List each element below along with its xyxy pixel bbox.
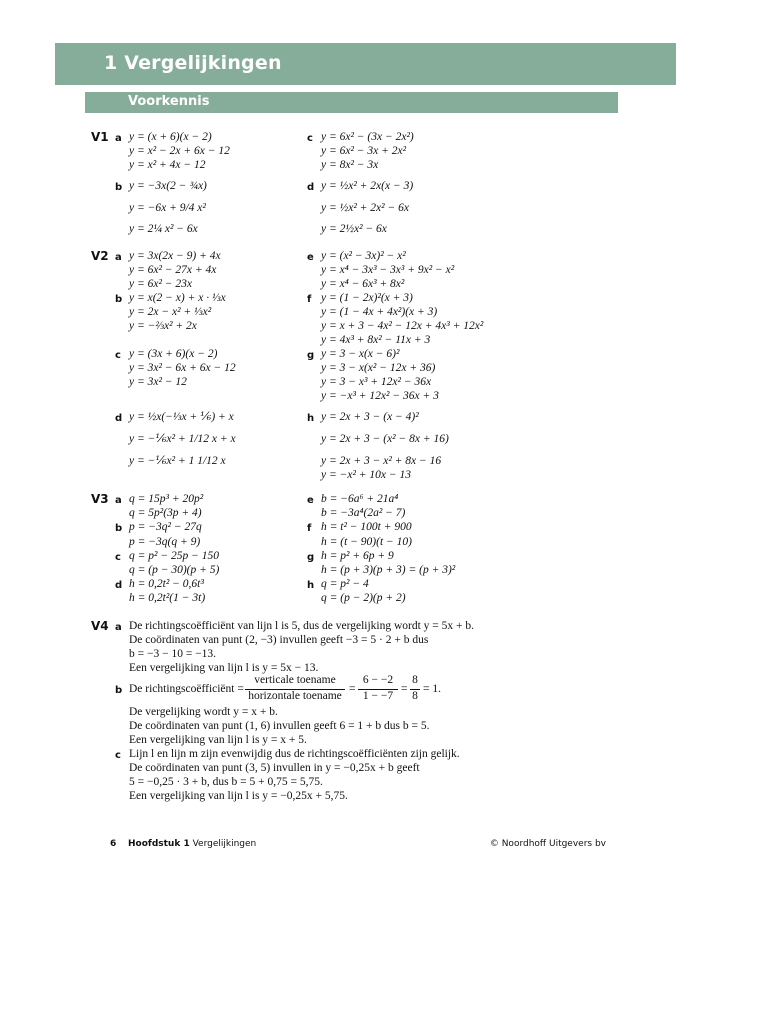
- math-line: q = (p − 2)(p + 2): [321, 592, 406, 604]
- part-letter-e: e: [307, 495, 314, 506]
- math-line: y = (3x + 6)(x − 2): [129, 348, 218, 360]
- math-line: h = (t − 90)(t − 10): [321, 536, 412, 548]
- math-line: y = 6x² − 3x + 2x²: [321, 145, 407, 157]
- math-line: y = −⅔x² + 2x: [129, 320, 197, 332]
- part-letter-h: h: [307, 413, 315, 424]
- fraction-numerator: 6 − −2: [362, 674, 394, 686]
- math-line: y = x² − 2x + 6x − 12: [129, 145, 230, 157]
- part-letter-c: c: [307, 133, 313, 144]
- part-letter-h: h: [307, 580, 315, 591]
- math-line: q = 5p²(3p + 4): [129, 507, 202, 519]
- math-line: y = 6x² − (3x − 2x²): [321, 131, 414, 143]
- part-letter-d: d: [307, 182, 315, 193]
- math-line: y = x(2 − x) + x · ⅓x: [129, 292, 226, 304]
- part-letter-c: c: [115, 750, 121, 761]
- text-line: De vergelijking wordt y = x + b.: [129, 706, 278, 718]
- math-line: y = 6x² − 23x: [129, 278, 193, 290]
- math-line: y = −x³ + 12x² − 36x + 3: [321, 390, 439, 402]
- math-line: y = −⅙x² + 1 1/12 x: [129, 455, 226, 467]
- math-line: y = (x² − 3x)² − x²: [321, 250, 406, 262]
- fraction-denominator: horizontale toename: [248, 690, 342, 702]
- part-letter-c: c: [115, 552, 121, 563]
- math-line: y = −x² + 10x − 13: [321, 469, 412, 481]
- math-line: y = 4x³ + 8x² − 11x + 3: [321, 334, 431, 346]
- text-line: Een vergelijking van lijn l is y = x + 5.: [129, 734, 307, 746]
- part-letter-a: a: [115, 252, 122, 263]
- fraction-denominator: 8: [412, 690, 418, 702]
- math-line: y = x⁴ − 6x³ + 8x²: [321, 278, 405, 290]
- text-line: = 1.: [423, 683, 441, 695]
- math-line: y = −3x(2 − ¾x): [129, 180, 207, 192]
- part-letter-e: e: [307, 252, 314, 263]
- part-letter-a: a: [115, 495, 122, 506]
- part-letter-g: g: [307, 552, 315, 563]
- part-letter-a: a: [115, 622, 122, 633]
- math-line: y = 2x − x² + ⅓x²: [129, 306, 212, 318]
- part-letter-a: a: [115, 133, 122, 144]
- equals-sign: =: [349, 683, 356, 695]
- math-line: y = ½x² + 2x(x − 3): [321, 180, 414, 192]
- math-line: p = −3q(q + 9): [129, 536, 201, 548]
- section-title: Voorkennis: [128, 94, 210, 109]
- fraction-numerator: verticale toename: [254, 674, 336, 686]
- text-line: De coördinaten van punt (2, −3) invullen geeft −3 = 5 · 2 + b dus: [129, 634, 429, 646]
- math-line: h = t² − 100t + 900: [321, 521, 412, 533]
- text-line: De coördinaten van punt (1, 6) invullen geeft 6 = 1 + b dus b = 5.: [129, 720, 430, 732]
- text-line: Lijn l en lijn m zijn evenwijdig dus de richtingscoëfficiënten zijn gelijk.: [129, 748, 460, 760]
- math-line: h = 0,2t² − 0,6t³: [129, 578, 204, 590]
- exercise-label-v3: V3: [91, 492, 109, 506]
- math-line: h = 0,2t²(1 − 3t): [129, 592, 206, 604]
- copyright-notice: © Noordhoff Uitgevers bv: [489, 839, 606, 849]
- math-line: h = p² + 6p + 9: [321, 550, 394, 562]
- math-line: y = 3 − x(x² − 12x + 36): [321, 362, 436, 374]
- part-letter-f: f: [307, 294, 312, 305]
- math-line: y = ½x(−⅓x + ⅙) + x: [129, 411, 234, 423]
- section-title-bar: [85, 92, 618, 113]
- text-line: De richtingscoëfficiënt =: [129, 683, 244, 695]
- math-line: y = 2½x² − 6x: [321, 223, 387, 235]
- part-letter-b: b: [115, 294, 123, 305]
- math-line: y = x + 3 − 4x² − 12x + 4x³ + 12x²: [321, 320, 484, 332]
- math-line: y = 8x² − 3x: [321, 159, 379, 171]
- math-line: y = 3 − x³ + 12x² − 36x: [321, 376, 432, 388]
- equals-sign: =: [401, 683, 408, 695]
- text-line: 5 = −0,25 · 3 + b, dus b = 5 + 0,75 = 5,75.: [129, 776, 323, 788]
- math-line: y = 2x + 3 − (x − 4)²: [321, 411, 419, 423]
- math-line: y = (1 − 2x)²(x + 3): [321, 292, 413, 304]
- text-line: Een vergelijking van lijn l is y = −0,25x + 5,75.: [129, 790, 348, 802]
- math-line: y = 2x + 3 − x² + 8x − 16: [321, 455, 442, 467]
- math-line: q = p² − 4: [321, 578, 369, 590]
- math-line: y = x⁴ − 3x³ − 3x³ + 9x² − x²: [321, 264, 455, 276]
- text-line: Een vergelijking van lijn l is y = 5x − 13.: [129, 662, 319, 674]
- part-letter-c: c: [115, 350, 121, 361]
- part-letter-f: f: [307, 523, 312, 534]
- chapter-title-bar: [55, 43, 676, 85]
- part-letter-b: b: [115, 523, 123, 534]
- part-letter-b: b: [115, 685, 123, 696]
- math-line: y = 3x² − 6x + 6x − 12: [129, 362, 236, 374]
- math-line: y = −⅙x² + 1/12 x + x: [129, 433, 236, 445]
- exercise-label-v4: V4: [91, 619, 109, 633]
- exercise-label-v1: V1: [91, 130, 109, 144]
- math-line: q = 15p³ + 20p²: [129, 493, 204, 505]
- math-line: y = 3x² − 12: [129, 376, 187, 388]
- part-letter-b: b: [115, 182, 123, 193]
- chapter-title: 1 Vergelijkingen: [104, 52, 282, 74]
- math-line: q = p² − 25p − 150: [129, 550, 219, 562]
- part-letter-g: g: [307, 350, 315, 361]
- math-line: b = −6a⁶ + 21a⁴: [321, 493, 399, 505]
- math-line: y = −6x + 9/4 x²: [129, 202, 206, 214]
- math-line: h = (p + 3)(p + 3) = (p + 3)²: [321, 564, 456, 576]
- math-line: y = 3 − x(x − 6)²: [321, 348, 400, 360]
- exercise-label-v2: V2: [91, 249, 109, 263]
- fraction-numerator: 8: [412, 674, 418, 686]
- math-line: y = (1 − 4x + 4x²)(x + 3): [321, 306, 438, 318]
- math-line: y = (x + 6)(x − 2): [129, 131, 212, 143]
- chapter-footer-rest: Vergelijkingen: [189, 839, 257, 849]
- math-line: y = 3x(2x − 9) + 4x: [129, 250, 221, 262]
- math-line: q = (p − 30)(p + 5): [129, 564, 220, 576]
- part-letter-d: d: [115, 413, 123, 424]
- chapter-footer: [128, 839, 256, 849]
- math-line: y = 6x² − 27x + 4x: [129, 264, 217, 276]
- chapter-footer-bold: Hoofdstuk 1: [128, 839, 190, 849]
- text-line: De coördinaten van punt (3, 5) invullen in y = −0,25x + b geeft: [129, 762, 420, 774]
- part-letter-d: d: [115, 580, 123, 591]
- math-line: y = x² + 4x − 12: [129, 159, 206, 171]
- math-line: p = −3q² − 27q: [129, 521, 202, 533]
- page-number: 6: [110, 839, 117, 849]
- text-line: b = −3 − 10 = −13.: [129, 648, 217, 660]
- math-line: y = 2¼ x² − 6x: [129, 223, 198, 235]
- math-line: y = ½x² + 2x² − 6x: [321, 202, 409, 214]
- math-line: b = −3a⁴(2a² − 7): [321, 507, 406, 519]
- text-line: De richtingscoëfficiënt van lijn l is 5, dus de vergelijking wordt y = 5x + b.: [129, 620, 475, 632]
- fraction-denominator: 1 − −7: [362, 690, 394, 702]
- math-line: y = 2x + 3 − (x² − 8x + 16): [321, 433, 449, 445]
